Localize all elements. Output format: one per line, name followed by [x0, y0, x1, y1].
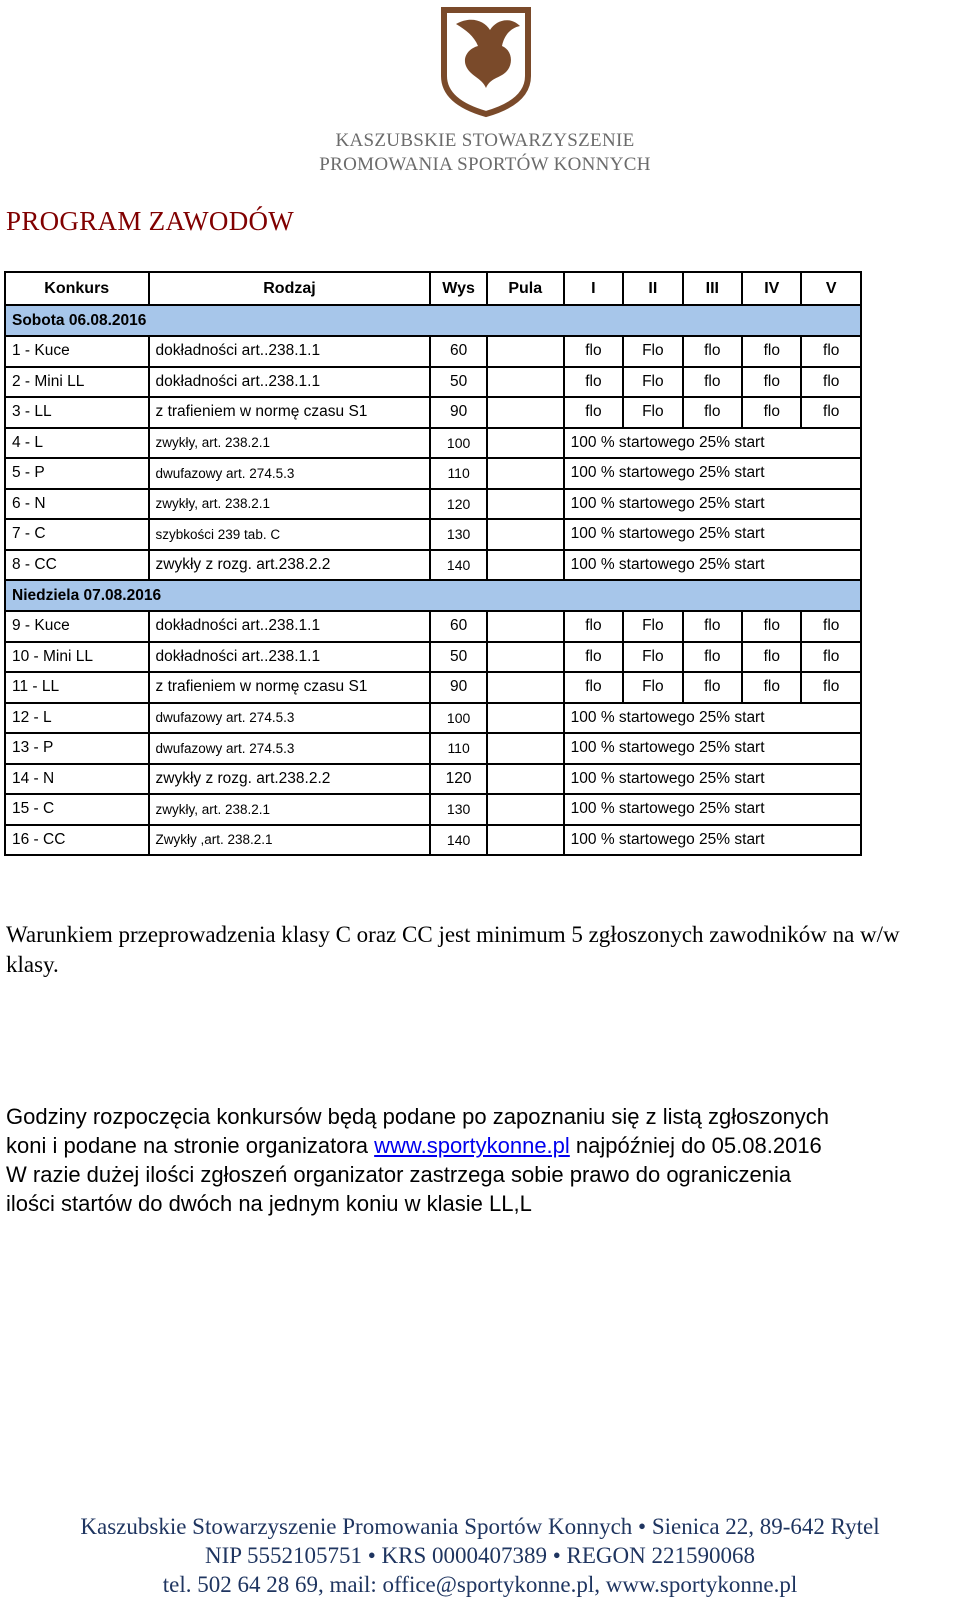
cell-rodzaj: szybkości 239 tab. C	[149, 519, 431, 550]
info-text: koni i podane na stronie organizatora	[6, 1133, 375, 1158]
info-line-with-link	[6, 1131, 956, 1160]
table-row	[5, 733, 861, 764]
cell-prize-5: flo	[801, 336, 861, 367]
cell-prize-note: 100 % startowego 25% start	[564, 458, 861, 489]
cell-pula	[487, 825, 564, 856]
footer-contact: tel. 502 64 28 69, mail: office@sportykonne.pl, www.sportykonne.pl	[162, 1572, 798, 1597]
class-condition-note: Warunkiem przeprowadzenia klasy C oraz CC jest minimum 5 zgłoszonych zawodników na w/w klasy.	[6, 922, 900, 977]
cell-prize-note: 100 % startowego 25% start	[564, 428, 861, 459]
table-row	[5, 642, 861, 673]
cell-rodzaj: dokładności art..238.1.1	[149, 367, 431, 398]
table-row	[5, 336, 861, 367]
cell-wys: 90	[430, 672, 486, 703]
table-row	[5, 794, 861, 825]
cell-rodzaj: zwykły, art. 238.2.1	[149, 794, 431, 825]
cell-prize-5: flo	[801, 672, 861, 703]
header-prize-4: IV	[742, 272, 801, 305]
cell-konkurs: 12 - L	[5, 703, 149, 734]
cell-prize-note: 100 % startowego 25% start	[564, 825, 861, 856]
header-prize-2: II	[623, 272, 682, 305]
page-footer	[0, 1512, 960, 1599]
header-prize-3: III	[683, 272, 742, 305]
cell-wys: 100	[430, 703, 486, 734]
cell-wys: 130	[430, 519, 486, 550]
cell-wys: 100	[430, 428, 486, 459]
table-row	[5, 550, 861, 581]
cell-pula	[487, 703, 564, 734]
table-row	[5, 367, 861, 398]
cell-konkurs: 4 - L	[5, 428, 149, 459]
cell-pula	[487, 764, 564, 795]
cell-pula	[487, 367, 564, 398]
cell-rodzaj: zwykły z rozg. art.238.2.2	[149, 550, 431, 581]
table-row	[5, 397, 861, 428]
cell-prize-1: flo	[564, 336, 623, 367]
cell-rodzaj: z trafieniem w normę czasu S1	[149, 672, 431, 703]
footer-address: Kaszubskie Stowarzyszenie Promowania Sportów Konnych • Sienica 22, 89-642 Rytel	[80, 1514, 880, 1539]
cell-prize-2: Flo	[623, 672, 682, 703]
cell-wys: 50	[430, 642, 486, 673]
day-label: Sobota 06.08.2016	[5, 305, 861, 336]
cell-prize-4: flo	[742, 367, 801, 398]
cell-pula	[487, 672, 564, 703]
cell-pula	[487, 428, 564, 459]
header-wys: Wys	[430, 272, 486, 305]
cell-konkurs: 15 - C	[5, 794, 149, 825]
cell-pula	[487, 733, 564, 764]
table-row	[5, 489, 861, 520]
cell-wys: 130	[430, 794, 486, 825]
cell-prize-3: flo	[683, 397, 742, 428]
header-prize-5: V	[801, 272, 861, 305]
table-row	[5, 458, 861, 489]
header-rodzaj: Rodzaj	[149, 272, 431, 305]
info-line: Godziny rozpoczęcia konkursów będą podane po zapoznaniu się z listą zgłoszonych	[6, 1104, 830, 1129]
cell-pula	[487, 397, 564, 428]
cell-prize-4: flo	[742, 611, 801, 642]
info-line: W razie dużej ilości zgłoszeń organizator zastrzega sobie prawo do ograniczenia	[6, 1162, 792, 1187]
cell-prize-note: 100 % startowego 25% start	[564, 764, 861, 795]
table-row	[5, 519, 861, 550]
cell-prize-5: flo	[801, 397, 861, 428]
cell-rodzaj: dwufazowy art. 274.5.3	[149, 458, 431, 489]
cell-konkurs: 3 - LL	[5, 397, 149, 428]
cell-wys: 110	[430, 458, 486, 489]
cell-prize-note: 100 % startowego 25% start	[564, 733, 861, 764]
header-pula: Pula	[487, 272, 564, 305]
table-row	[5, 825, 861, 856]
footer-registry: NIP 5552105751 • KRS 0000407389 • REGON 221590068	[204, 1543, 756, 1568]
cell-rodzaj: zwykły z rozg. art.238.2.2	[149, 764, 431, 795]
cell-pula	[487, 550, 564, 581]
cell-wys: 120	[430, 764, 486, 795]
cell-konkurs: 11 - LL	[5, 672, 149, 703]
cell-konkurs: 16 - CC	[5, 825, 149, 856]
day-row-saturday	[5, 305, 861, 336]
cell-prize-5: flo	[801, 367, 861, 398]
cell-prize-1: flo	[564, 367, 623, 398]
cell-rodzaj: z trafieniem w normę czasu S1	[149, 397, 431, 428]
cell-rodzaj: dwufazowy art. 274.5.3	[149, 733, 431, 764]
cell-rodzaj: dokładności art..238.1.1	[149, 336, 431, 367]
cell-prize-3: flo	[683, 367, 742, 398]
schedule-info	[6, 1102, 956, 1218]
cell-prize-note: 100 % startowego 25% start	[564, 489, 861, 520]
cell-konkurs: 14 - N	[5, 764, 149, 795]
cell-prize-1: flo	[564, 672, 623, 703]
cell-rodzaj: dwufazowy art. 274.5.3	[149, 703, 431, 734]
cell-prize-2: Flo	[623, 367, 682, 398]
header-prize-1: I	[564, 272, 623, 305]
table-row	[5, 764, 861, 795]
cell-rodzaj: zwykły, art. 238.2.1	[149, 428, 431, 459]
cell-wys: 50	[430, 367, 486, 398]
page-title: PROGRAM ZAWODÓW	[6, 206, 295, 236]
header-konkurs: Konkurs	[5, 272, 149, 305]
cell-prize-3: flo	[683, 672, 742, 703]
cell-prize-3: flo	[683, 611, 742, 642]
cell-wys: 60	[430, 611, 486, 642]
organization-name-line2: PROMOWANIA SPORTÓW KONNYCH	[319, 154, 651, 175]
day-row-sunday	[5, 580, 861, 611]
cell-prize-4: flo	[742, 397, 801, 428]
cell-konkurs: 5 - P	[5, 458, 149, 489]
cell-wys: 140	[430, 550, 486, 581]
cell-prize-2: Flo	[623, 397, 682, 428]
cell-konkurs: 8 - CC	[5, 550, 149, 581]
cell-prize-2: Flo	[623, 611, 682, 642]
cell-prize-note: 100 % startowego 25% start	[564, 519, 861, 550]
cell-wys: 120	[430, 489, 486, 520]
cell-prize-5: flo	[801, 642, 861, 673]
cell-prize-2: Flo	[623, 642, 682, 673]
cell-prize-3: flo	[683, 642, 742, 673]
cell-konkurs: 2 - Mini LL	[5, 367, 149, 398]
cell-prize-4: flo	[742, 336, 801, 367]
cell-rodzaj: dokładności art..238.1.1	[149, 642, 431, 673]
organization-logo	[310, 6, 660, 176]
cell-pula	[487, 611, 564, 642]
cell-rodzaj: dokładności art..238.1.1	[149, 611, 431, 642]
cell-pula	[487, 458, 564, 489]
cell-pula	[487, 519, 564, 550]
cell-prize-1: flo	[564, 611, 623, 642]
cell-pula	[487, 794, 564, 825]
cell-prize-1: flo	[564, 642, 623, 673]
table-row	[5, 611, 861, 642]
cell-prize-5: flo	[801, 611, 861, 642]
cell-prize-1: flo	[564, 397, 623, 428]
info-line: ilości startów do dwóch na jednym koniu w klasie LL,L	[6, 1191, 532, 1216]
info-text: najpóźniej do 05.08.2016	[569, 1133, 822, 1158]
cell-prize-3: flo	[683, 336, 742, 367]
cell-wys: 60	[430, 336, 486, 367]
table-header-row	[5, 272, 861, 305]
table-row	[5, 703, 861, 734]
organization-name-line1: KASZUBSKIE STOWARZYSZENIE	[335, 130, 635, 151]
cell-pula	[487, 336, 564, 367]
organizer-website-link[interactable]: www.sportykonne.pl	[374, 1133, 570, 1158]
cell-prize-2: Flo	[623, 336, 682, 367]
cell-prize-4: flo	[742, 642, 801, 673]
cell-konkurs: 6 - N	[5, 489, 149, 520]
cell-konkurs: 7 - C	[5, 519, 149, 550]
cell-prize-note: 100 % startowego 25% start	[564, 550, 861, 581]
table-row	[5, 672, 861, 703]
cell-konkurs: 13 - P	[5, 733, 149, 764]
cell-konkurs: 10 - Mini LL	[5, 642, 149, 673]
table-row	[5, 428, 861, 459]
competition-program-table	[4, 271, 862, 856]
day-label: Niedziela 07.08.2016	[5, 580, 861, 611]
cell-wys: 140	[430, 825, 486, 856]
cell-rodzaj: zwykły, art. 238.2.1	[149, 489, 431, 520]
griffin-crest-icon	[440, 6, 532, 118]
cell-wys: 110	[430, 733, 486, 764]
cell-pula	[487, 642, 564, 673]
cell-wys: 90	[430, 397, 486, 428]
cell-prize-note: 100 % startowego 25% start	[564, 794, 861, 825]
cell-konkurs: 9 - Kuce	[5, 611, 149, 642]
cell-rodzaj: Zwykły ,art. 238.2.1	[149, 825, 431, 856]
cell-prize-4: flo	[742, 672, 801, 703]
cell-konkurs: 1 - Kuce	[5, 336, 149, 367]
cell-prize-note: 100 % startowego 25% start	[564, 703, 861, 734]
cell-pula	[487, 489, 564, 520]
